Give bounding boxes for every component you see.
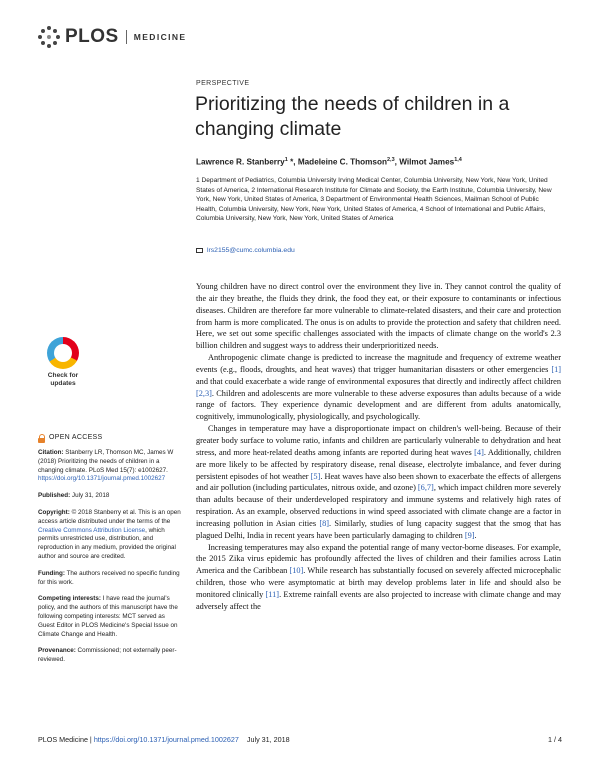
author-name[interactable]: Wilmot James [399,157,455,167]
bookmark-icon [47,337,79,369]
paragraph [196,423,561,541]
provenance-label: Provenance: [38,647,76,655]
provenance-block [38,647,183,665]
article-type: PERSPECTIVE [196,80,250,87]
author-name[interactable]: Lawrence R. Stanberry [196,157,285,167]
citation-doi-link[interactable]: https://doi.org/10.1371/journal.pmed.1002627 [38,475,166,483]
footer-citation [38,735,290,744]
text: . Heat waves have also been shown to exacerbate the effects of allergens and air pollution (including particulates, nitrous oxide, and ozone) [196,471,561,493]
text: . Children and adolescents are more vulnerable to these adverse exposures than adults because of a wide range of factors. They experience dynamic development and are different from adults anatomically, cognitively, immunologically, physiologically, and psychologically. [196,388,561,422]
author-affil: 2,3 [386,157,395,163]
journal-logo [38,26,187,48]
reference-link[interactable]: [9] [464,530,475,540]
email-link[interactable]: lrs2155@cumc.columbia.edu [207,247,295,254]
citation-block [38,449,183,484]
corresponding-email [196,247,295,254]
competing-text: I have read the journal's policy, and the authors of this manuscript have the following competing interests: MCT served as Guest Editor in PLOS Medicine's Special Issue on Climate Change and Health. [38,595,178,638]
reference-link[interactable]: [5] [310,471,321,481]
footer-doi-link[interactable]: https://doi.org/10.1371/journal.pmed.1002627 [93,735,239,744]
text: , which impact children more severely than adults because of their underdeveloped respiratory and immune systems and relatively high rates of respiration. As an example, observed reductions in wind speed associated with climate change are a factor in increasing pollution in Asian cities [196,483,561,528]
copyright-block [38,509,183,562]
text: Increasing temperatures may also expand the potential range of many vector-borne diseases. For example, the 2015 Zika virus epidemic has profoundly affected the lives of children and their families across Latin America and the Caribbean [196,542,561,576]
open-access-text: OPEN ACCESS [49,434,103,442]
text: . Extreme rainfall events are also projected to increase with climate change and may adversely affect the [196,589,561,611]
reference-link[interactable]: [2,3] [196,388,212,398]
published-date: July 31, 2018 [70,492,110,500]
reference-link[interactable]: [11] [265,589,280,599]
author-affil: 1,4 [454,157,462,163]
text: . Similarly, studies of lung capacity suggest that the smog that has plagued Delhi, India in recent years have been particularly damaging to children [196,518,561,540]
citation-text: Stanberry LR, Thomson MC, James W (2018) Prioritizing the needs of children in a changing climate. PLoS Med 15(7): e1002627. [38,449,174,474]
published-label: Published: [38,492,71,500]
paragraph [196,352,561,423]
logo-text: PLOS [65,26,119,47]
journal-name: MEDICINE [133,32,187,42]
author-sep: , [394,157,400,167]
open-access-label [38,434,183,443]
text: and that could exacerbate a wide range of environmental exposures that directly and indirectly affect children [196,376,561,386]
article-title: Prioritizing the needs of children in a changing climate [195,93,510,140]
author-list [196,157,462,167]
article-info-sidebar [38,434,183,673]
check-for-updates-badge[interactable] [38,337,88,397]
citation-label: Citation: [38,449,64,456]
funding-block [38,570,183,588]
license-link[interactable]: Creative Commons Attribution License [38,526,146,534]
open-lock-icon [38,434,45,443]
text: . Additionally, children are more likely to be affected by respiratory disease, renal disease, electrolyte imbalance, and fever during persistent episodes of hot weather [196,447,561,481]
copyright-label: Copyright: [38,508,70,516]
author-name[interactable]: Madeleine C. Thomson [297,157,387,167]
text: Changes in temperature may have a disproportionate impact on children's well-being. Because of their greater body surface to volume ratio, infants and children are particularly vulnerable to dehydration and heat stress, and more heat-related deaths among infants are reported during heat waves [196,424,561,457]
reference-link[interactable]: [6,7] [417,483,434,493]
copyright-text: , which permits unrestricted use, distribution, and reproduction in any medium, provided the original author and source are credited. [38,526,176,560]
page-number: 1 / 4 [548,735,562,744]
reference-link[interactable]: [8] [319,518,330,528]
badge-label: Check for updates [47,372,79,387]
competing-label: Competing interests: [38,595,101,603]
reference-link[interactable]: [1] [551,364,561,374]
author-sep: *, [287,157,298,167]
paragraph [196,542,561,613]
reference-link[interactable]: [4] [474,447,484,457]
logo-separator [126,30,127,44]
author-affil: 1 [284,157,288,163]
footer-date: July 31, 2018 [246,735,290,744]
envelope-icon [196,248,203,253]
affiliations: 1 Department of Pediatrics, Columbia University Irving Medical Center, Columbia University, New York, New York, United States of America, 2 International Research Institute for Climate and Society, the Earth Institute, Columbia University, New York, New York, United States of America, 3 Department of Environmental Health Sciences, Mailman School of Public Health, Columbia University, New York, New York, United States of America, 4 School of International and Public Affairs, Columbia University, New York, New York, United States of America [196,177,552,223]
published-block [38,492,183,501]
reference-link[interactable]: [10] [289,566,304,576]
footer-separator: | [87,735,94,744]
copyright-text: © 2018 Stanberry et al. This is an open access article distributed under the terms of the [38,508,181,525]
paragraph: Young children have no direct control over the environment they live in. They cannot control the quality of the air they breathe, the fluids they drink, the food they eat, or their exposure to contaminants or infectious diseases. Children are therefore far more vulnerable to climate-related disasters, and their care and protection from harm is more complicated. The onus is on adults to provide the protection and safety that children need. Here, we set out some specific challenges associated with the impacts of climate change on the world's 2.3 billion children and suggest ways to address their underprioritized needs. [196,282,561,351]
provenance-text: Commissioned; not externally peer-reviewed. [38,647,177,664]
footer-journal: PLOS Medicine [38,735,88,744]
text: . [474,530,477,540]
text: Anthropogenic climate change is predicted to increase the magnitude and frequency of extreme weather events (e.g., floods, droughts, and heat waves) that trigger humanitarian disasters or other emergencies [196,353,561,374]
article-body [196,281,561,613]
plos-dots-icon [38,26,60,48]
competing-interests-block [38,595,183,639]
text: . While research has substantially focused on severely affected microcephalic children, those who were asymptomatic at birth may develop problems later in life and should also be monitored clinically [196,566,561,599]
page-footer [38,735,562,744]
funding-label: Funding: [38,569,65,577]
funding-text: The authors received no specific funding for this work. [38,569,180,586]
